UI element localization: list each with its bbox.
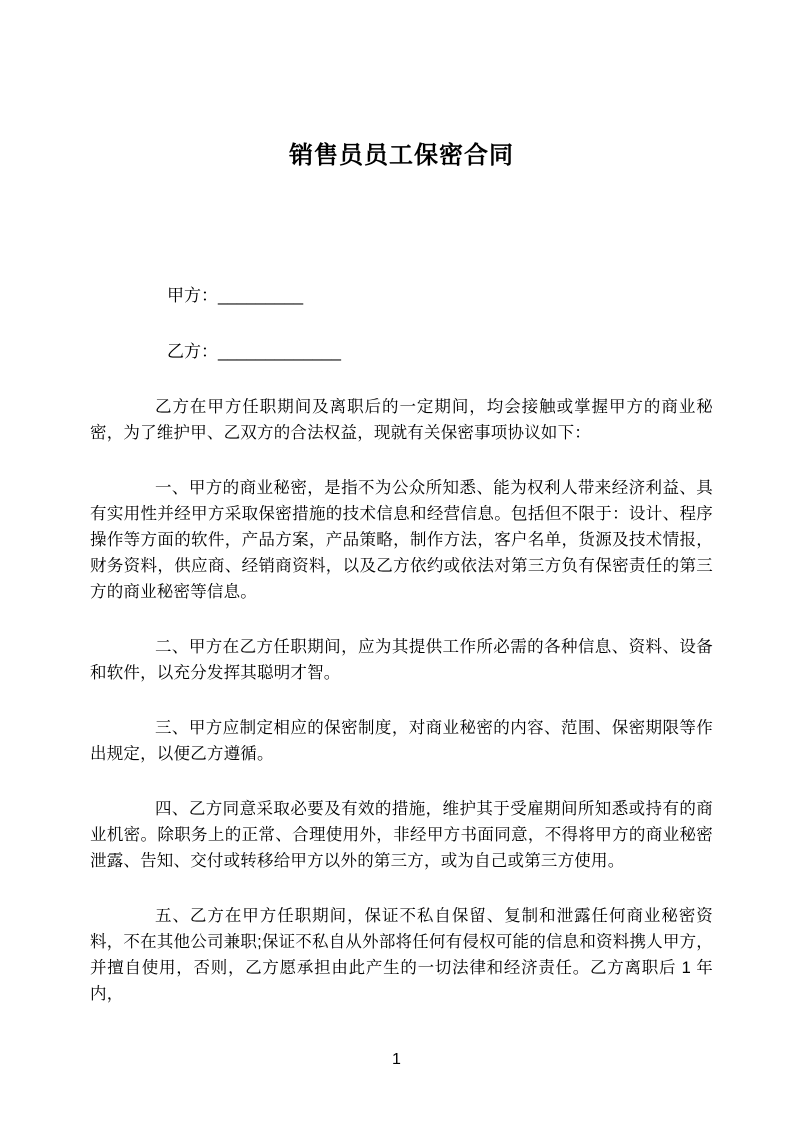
contract-clause-2: 二、甲方在乙方任职期间，应为其提供工作所必需的各种信息、资料、设备和软件，以充分发挥其聪明才智。: [90, 638, 713, 682]
contract-clause-3: 三、甲方应制定相应的保密制度，对商业秘密的内容、范围、保密期限等作出规定，以便乙方遵循。: [90, 719, 713, 763]
document-title: 销售员员工保密合同: [289, 142, 514, 169]
contract-clause-4: 四、乙方同意采取必要及有效的措施，维护其于受雇期间所知悉或持有的商业机密。除职务上的正常、合理使用外，非经甲方书面同意，不得将甲方的商业秘密泄露、告知、交付或转移给甲方以外的第三方，或为自己或第三方使用。: [90, 800, 713, 870]
party-b-blank: _____________: [218, 342, 341, 361]
party-b-label: 乙方：: [167, 342, 218, 361]
party-a-line: [90, 283, 713, 309]
party-a-blank: _________: [218, 286, 304, 305]
contract-intro: 乙方在甲方任职期间及离职后的一定期间，均会接触或掌握甲方的商业秘密，为了维护甲、乙双方的合法权益，现就有关保密事项协议如下：: [90, 398, 713, 442]
party-a-label: 甲方：: [167, 286, 218, 305]
party-b-line: [90, 339, 713, 365]
contract-clause-1: 一、甲方的商业秘密，是指不为公众所知悉、能为权利人带来经济利益、具有实用性并经甲方采取保密措施的技术信息和经营信息。包括但不限于：设计、程序操作等方面的软件，产品方案，产品策略，制作方法，客户名单，货源及技术情报，财务资料，供应商、经销商资料，以及乙方依约或依法对第三方负有保密责任的第三方的商业秘密等信息。: [90, 479, 713, 601]
contract-clause-5: 五、乙方在甲方任职期间，保证不私自保留、复制和泄露任何商业秘密资料，不在其他公司兼职;保证不私自从外部将任何有侵权可能的信息和资料携人甲方，并擅自使用，否则，乙方愿承担由此产生的一切法律和经济责任。乙方离职后 1 年内，: [90, 907, 713, 1003]
page-number: 1: [392, 1051, 401, 1068]
